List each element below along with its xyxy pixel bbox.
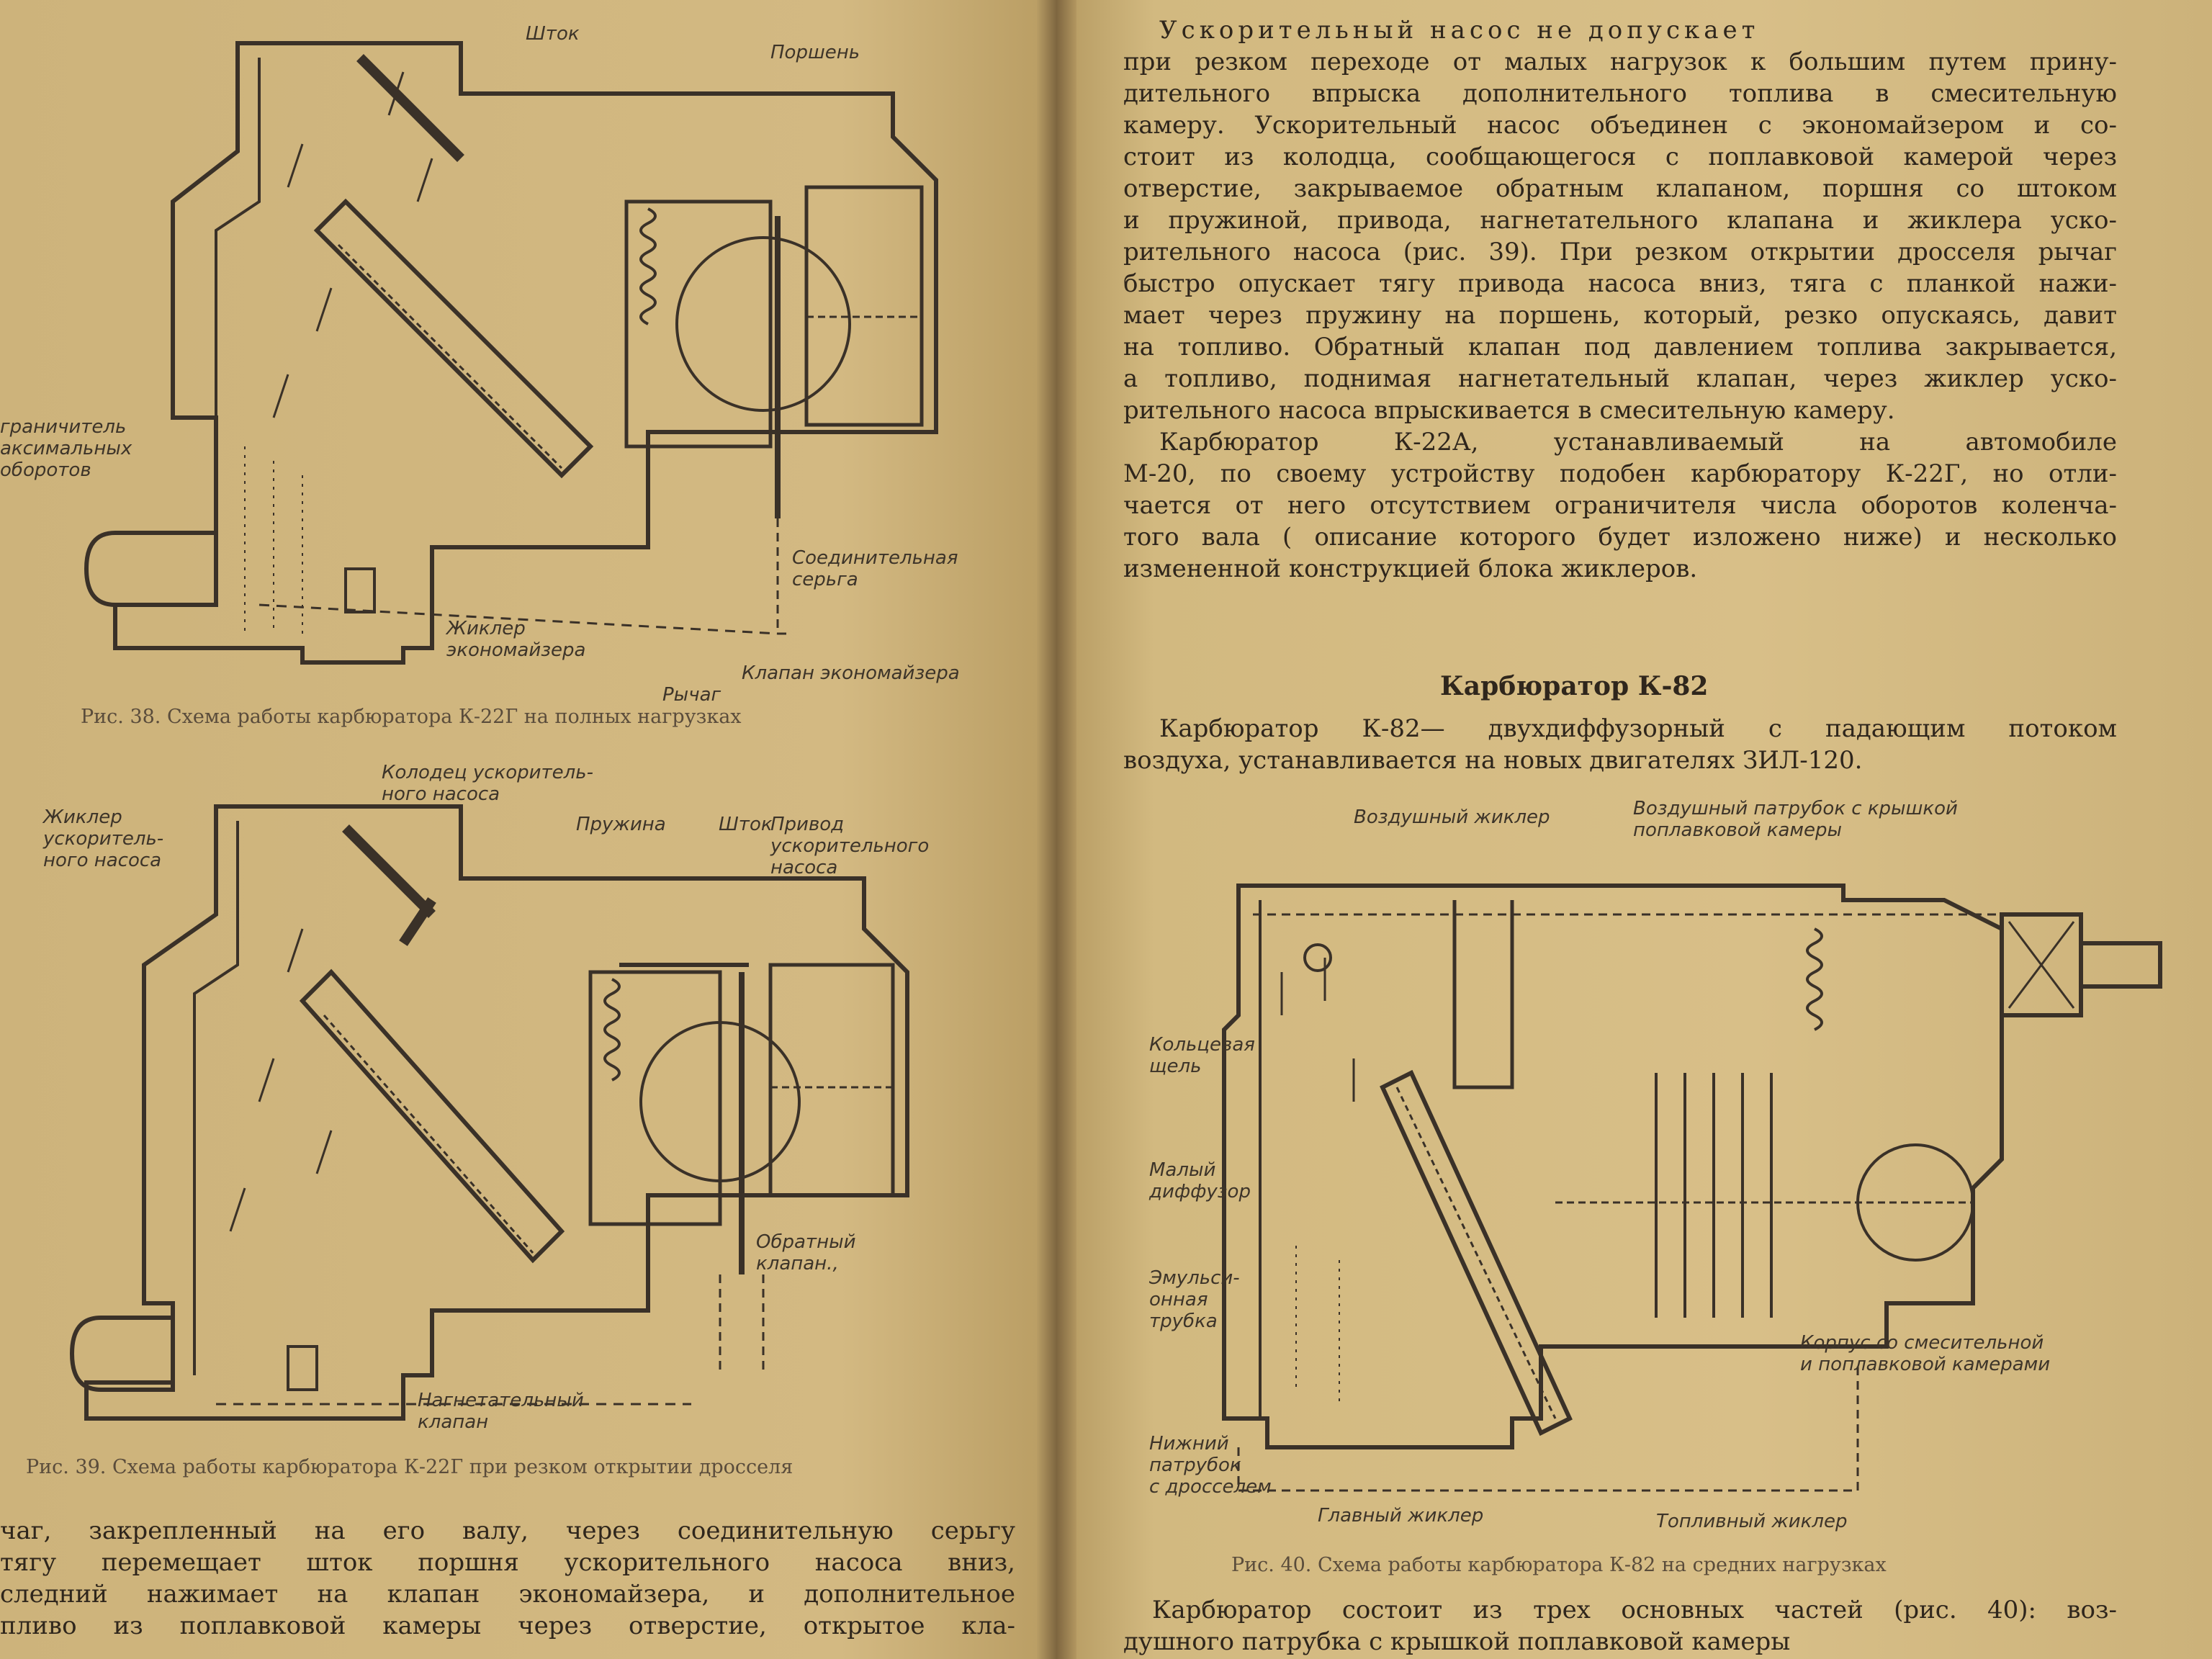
label-econ-jet: Жиклер экономайзера: [446, 618, 586, 661]
label-shtok: Шток: [526, 23, 580, 45]
right-body-text: [1123, 14, 2117, 585]
figure-38-drawing: [0, 14, 1022, 706]
section-heading: Карбюратор К-82: [1440, 671, 1709, 701]
text-line: а топливо, поднимая нагнетательный клапан, через жиклер уско-: [1123, 364, 2117, 393]
label-pump-jet: Жиклер ускоритель- ного насоса: [43, 806, 164, 871]
text-line: тягу перемещает шток поршня ускорительного насоса вниз,: [0, 1548, 1015, 1577]
left-body-text: [0, 1515, 1015, 1642]
figure-38: [0, 14, 1022, 734]
text-line: М-20, по своему устройству подобен карбюратору К-22Г, но отли-: [1123, 459, 2117, 488]
figure-40: [1138, 799, 2175, 1548]
label-small-diffuser: Малый диффузор: [1149, 1159, 1251, 1202]
label-fuel-jet: Топливный жиклер: [1656, 1511, 1848, 1532]
label-limiter: граничитель аксимальных оборотов: [0, 416, 132, 481]
right-bottom-text: [1123, 1594, 2117, 1658]
text-line: отверстие, закрываемое обратным клапаном, поршня со штоком: [1123, 174, 2117, 203]
text-line: камеру. Ускорительный насос объединен с экономайзером и со-: [1123, 111, 2117, 140]
text-line: при резком переходе от малых нагрузок к большим путем прину-: [1123, 48, 2117, 76]
text-line: рительного насоса (рис. 39). При резком открытии дросселя рычаг: [1123, 238, 2117, 266]
label-air-pipe: Воздушный патрубок с крышкой поплавковой камеры: [1633, 798, 1958, 841]
label-joint: Соединительная серьга: [792, 547, 958, 590]
text-line: стоит из колодца, сообщающегося с поплавковой камерой через: [1123, 143, 2117, 171]
label-ring-slot: Кольцевая щель: [1149, 1034, 1255, 1077]
text-line: быстро опускает тягу привода насоса вниз, тяга с планкой нажи-: [1123, 269, 2117, 298]
text-line: воздуха, устанавливается на новых двигателях ЗИЛ-120.: [1123, 746, 1863, 775]
text-line: и пружиной, привода, нагнетательного клапана и жиклера уско-: [1123, 206, 2117, 235]
label-spring: Пружина: [576, 814, 666, 835]
text-line: пливо из поплавковой камеры через отверстие, открытое кла-: [0, 1611, 1015, 1640]
figure-39: [0, 756, 1022, 1455]
text-line: Ускорительный насос не допускает: [1159, 16, 1760, 45]
text-line: чаг, закрепленный на его валу, через соединительную серьгу: [0, 1516, 1015, 1545]
figure-40-drawing: [1138, 799, 2175, 1519]
book-gutter: [1037, 0, 1076, 1659]
text-line: измененной конструкцией блока жиклеров.: [1123, 554, 1698, 583]
text-line: Карбюратор К-22А, устанавливаемый на автомобиле: [1159, 428, 2117, 457]
caption-fig39: Рис. 39. Схема работы карбюратора К-22Г при резком открытии дросселя: [26, 1456, 793, 1478]
label-lever: Рычаг: [662, 684, 721, 706]
text-line: мает через пружину на поршень, который, резко опускаясь, давит: [1123, 301, 2117, 330]
label-emulsion-tube: Эмульси- онная трубка: [1149, 1267, 1240, 1332]
label-air-jet: Воздушный жиклер: [1354, 806, 1550, 828]
label-main-jet: Главный жиклер: [1318, 1505, 1484, 1527]
label-pump-drive: Привод ускорительного насоса: [770, 814, 930, 878]
text-line: рительного насоса впрыскивается в смесительную камеру.: [1123, 396, 1895, 425]
text-line: дительного впрыска дополнительного топлива в смесительную: [1123, 79, 2117, 108]
text-line: Карбюратор состоит из трех основных частей (рис. 40): воз-: [1152, 1596, 2117, 1624]
text-line: следний нажимает на клапан экономайзера, и дополнительное: [0, 1580, 1015, 1609]
label-porshen: Поршень: [770, 42, 860, 63]
label-discharge-valve: Нагнетательный клапан: [418, 1390, 584, 1433]
label-check-valve: Обратный клапан.,: [756, 1231, 856, 1274]
label-body: Корпус со смесительной и поплавковой камерами: [1800, 1332, 2051, 1375]
label-econ-valve: Клапан экономайзера: [742, 662, 960, 684]
label-pump-well: Колодец ускоритель- ного насоса: [382, 762, 593, 805]
intro-text: [1123, 713, 2117, 776]
text-line: Карбюратор К-82— двухдиффузорный с падающим потоком: [1159, 714, 2117, 743]
text-line: на топливо. Обратный клапан под давлением топлива закрывается,: [1123, 333, 2117, 361]
text-line: чается от него отсутствием ограничителя числа оборотов коленча-: [1123, 491, 2117, 520]
label-lower-pipe: Нижний патрубок с дросселем: [1149, 1433, 1272, 1498]
text-line: душного патрубка с крышкой поплавковой камеры: [1123, 1627, 1791, 1656]
text-line: того вала ( описание которого будет изложено ниже) и несколько: [1123, 523, 2117, 552]
caption-fig40: Рис. 40. Схема работы карбюратора К-82 на средних нагрузках: [1231, 1554, 1887, 1576]
caption-fig38: Рис. 38. Схема работы карбюратора К-22Г на полных нагрузках: [81, 706, 742, 728]
label-shtok-2: Шток: [719, 814, 773, 835]
